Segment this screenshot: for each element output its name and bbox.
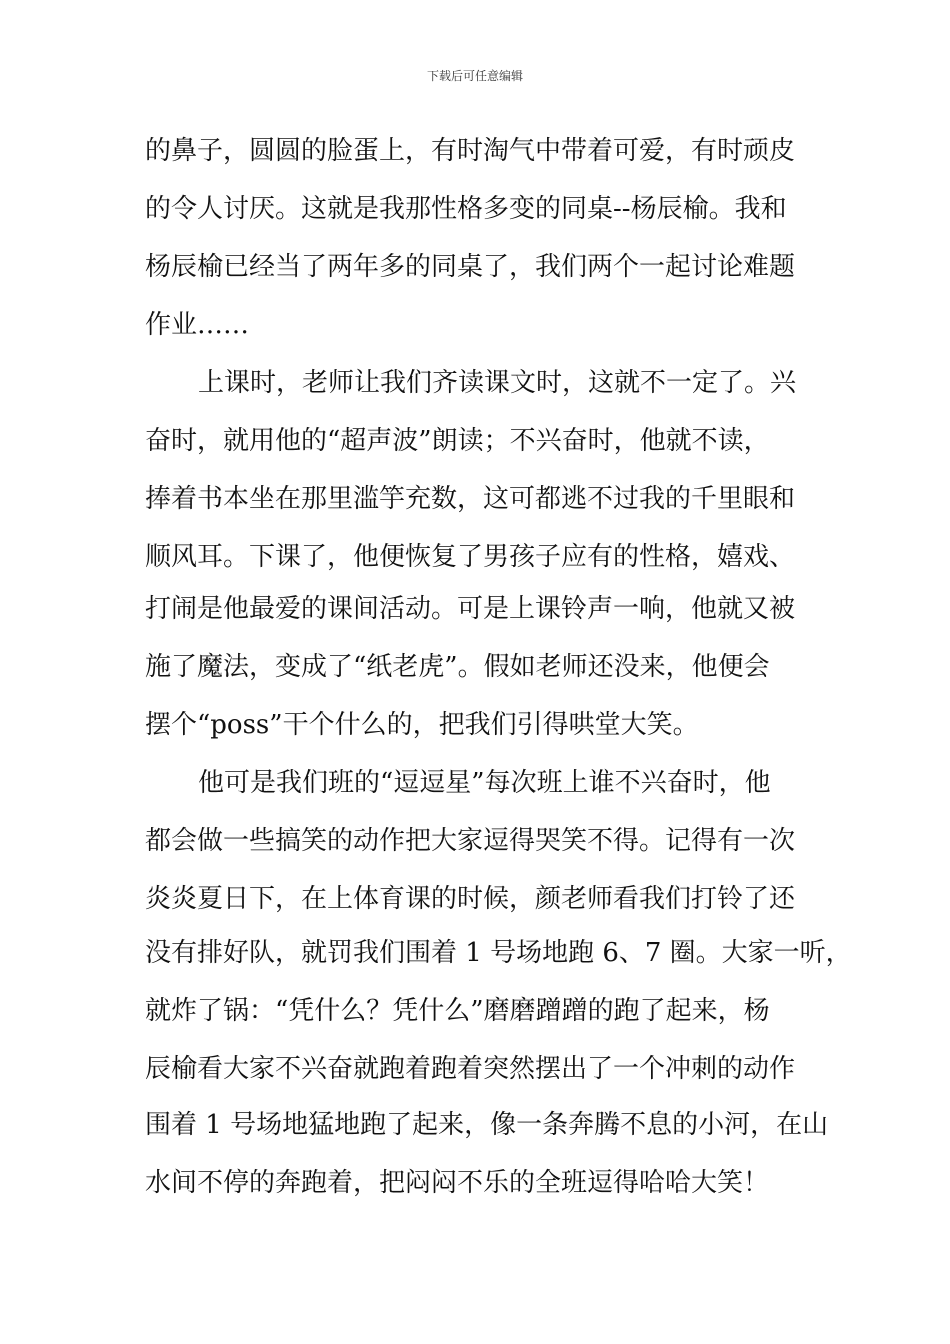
text-line: 杨辰榆已经当了两年多的同桌了，我们两个一起讨论难题 (145, 252, 796, 282)
text-line: 的令人讨厌。这就是我那性格多变的同桌--杨辰榆。我和 (145, 194, 787, 224)
text-line: 辰榆看大家不兴奋就跑着跑着突然摆出了一个冲刺的动作 (145, 1054, 796, 1084)
text-line: 没有排好队，就罚我们围着 1 号场地跑 6、7 圈。大家一听， (145, 938, 852, 968)
text-line: 顺风耳。下课了，他便恢复了男孩子应有的性格，嬉戏、 (145, 542, 796, 572)
text-line: 的鼻子，圆圆的脸蛋上，有时淘气中带着可爱，有时顽皮 (145, 136, 796, 166)
text-line: 炎炎夏日下，在上体育课的时候，颜老师看我们打铃了还 (145, 884, 796, 914)
text-line: 围着 1 号场地猛地跑了起来，像一条奔腾不息的小河，在山 (145, 1110, 829, 1140)
text-line: 作业…… (145, 310, 250, 340)
text-line-paragraph-start: 上课时，老师让我们齐读课文时，这就不一定了。兴 (198, 368, 797, 398)
text-line: 摆个“poss”干个什么的，把我们引得哄堂大笑。 (145, 710, 699, 740)
text-line: 都会做一些搞笑的动作把大家逗得哭笑不得。记得有一次 (145, 826, 796, 856)
text-line: 就炸了锅：“凭什么？凭什么”磨磨蹭蹭的跑了起来，杨 (145, 996, 770, 1026)
text-line-paragraph-start: 他可是我们班的“逗逗星”每次班上谁不兴奋时，他 (198, 768, 771, 798)
text-line: 打闹是他最爱的课间活动。可是上课铃声一响，他就又被 (145, 594, 796, 624)
text-line: 水间不停的奔跑着，把闷闷不乐的全班逗得哈哈大笑！ (145, 1168, 770, 1198)
page-header: 下载后可任意编辑 (426, 69, 523, 83)
text-line: 捧着书本坐在那里滥竽充数，这可都逃不过我的千里眼和 (145, 484, 796, 514)
text-line: 施了魔法，变成了“纸老虎”。假如老师还没来，他便会 (145, 652, 770, 682)
text-line: 奋时，就用他的“超声波”朗读；不兴奋时，他就不读， (145, 426, 770, 456)
